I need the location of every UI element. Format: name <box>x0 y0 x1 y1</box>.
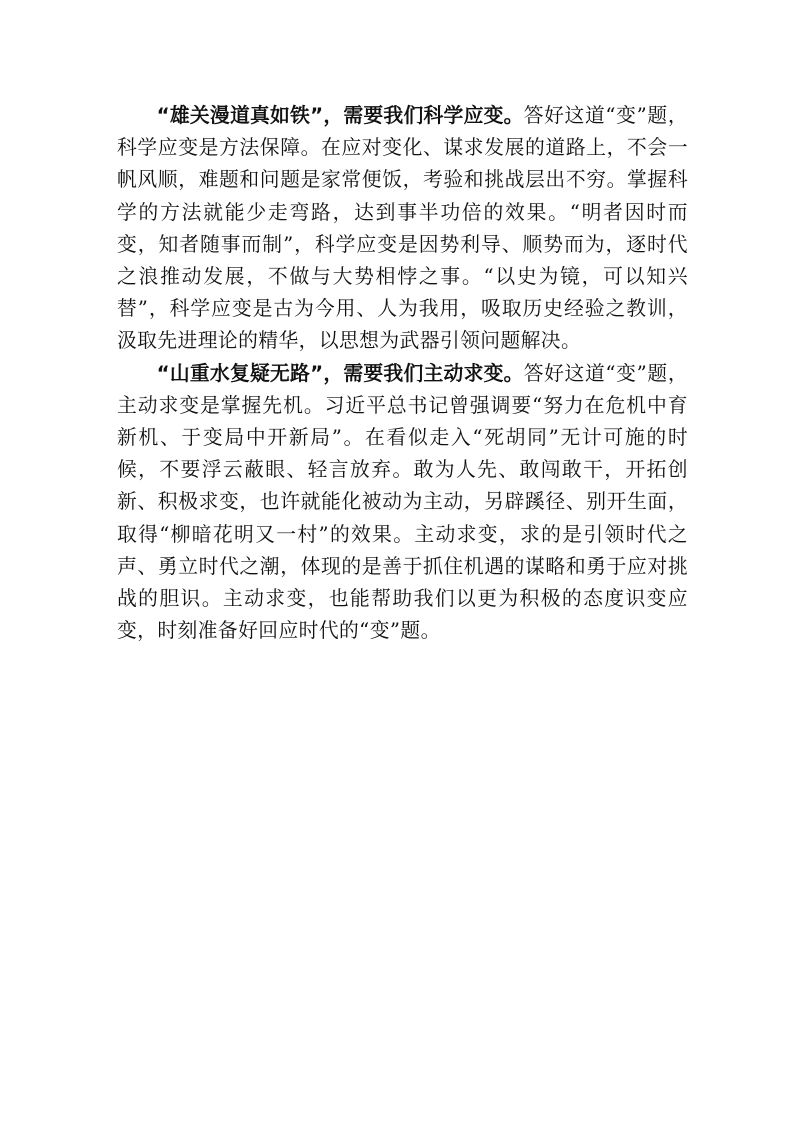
paragraph-lead-sentence: “雄关漫道真如铁”，需要我们科学应变。 <box>156 104 524 127</box>
paragraph-scientific-adaptation <box>117 100 688 358</box>
document-body <box>117 100 688 647</box>
paragraph-lead-sentence: “山重水复疑无路”，需要我们主动求变。 <box>156 361 524 385</box>
paragraph-body-text: 答好这道“变”题，主动求变是掌握先机。习近平总书记曾强调要“努力在危机中育新机、于变局中开新局”。在看似走入“死胡同”无计可施的时候，不要浮云蔽眼、轻言放弃。敢为人先、敢闯敢干，开拓创新、积极求变，也许就能化被动为主动，另辟蹊径、别开生面，取得“柳暗花明又一村”的效果。主动求变，求的是引领时代之声、勇立时代之潮，体现的是善于抓住机遇的谋略和勇于应对挑战的胆识。主动求变，也能帮助我们以更为积极的态度识变应变，时刻准备好回应时代的“变”题。 <box>117 361 689 643</box>
paragraph-body-text: 答好这道“变”题，科学应变是方法保障。在应对变化、谋求发展的道路上，不会一帆风顺，难题和问题是家常便饭，考验和挑战层出不穷。掌握科学的方法就能少走弯路，达到事半功倍的效果。“明者因时而变，知者随事而制”，科学应变是因势利导、顺势而为，逐时代之浪推动发展，不做与大势相悖之事。“以史为镜，可以知兴替”，科学应变是古为今用、人为我用，吸取历史经验之教训，汲取先进理论的精华，以思想为武器引领问题解决。 <box>117 104 689 353</box>
paragraph-proactive-change <box>117 358 688 648</box>
